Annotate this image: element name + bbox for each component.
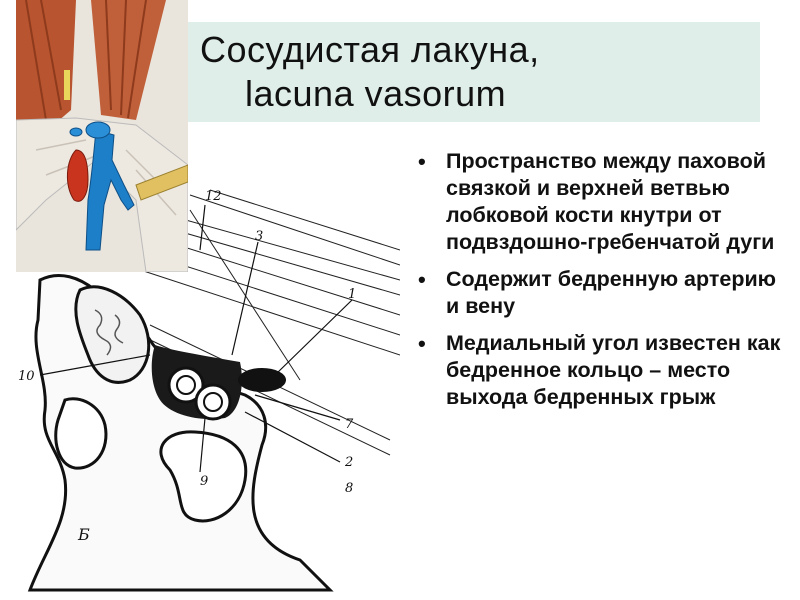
- femoral-artery: [67, 150, 88, 201]
- bullet-text: Пространство между паховой связкой и верхней ветвью лобковой кости кнутри от подвздошно-гребенчатой дуги: [446, 149, 775, 254]
- slide-title: Сосудистая лакуна,: [200, 29, 540, 70]
- bullet-icon: •: [418, 267, 426, 292]
- label-3: 3: [255, 229, 264, 244]
- label-9: 9: [200, 474, 209, 489]
- bullet-text: Содержит бедренную артерию и вену: [446, 267, 777, 318]
- label-12: 12: [205, 189, 222, 204]
- label-2: 2: [345, 455, 354, 470]
- bullet-text: Медиальный угол известен как бедренное кольцо – место выхода бедренных грыж: [446, 331, 781, 409]
- label-10: 10: [18, 369, 35, 384]
- bullet-icon: •: [418, 331, 426, 356]
- label-8: 8: [345, 481, 354, 496]
- bullet-item: [412, 148, 782, 256]
- label-7: 7: [345, 417, 354, 432]
- anatomy-color-illustration: [16, 0, 188, 272]
- label-1: 1: [348, 287, 357, 302]
- slide-subtitle-latin: lacuna vasorum: [245, 73, 507, 114]
- femoral-vein-section: [196, 385, 230, 419]
- pubic-bone-outline: [56, 399, 106, 468]
- bullet-icon: •: [418, 149, 426, 174]
- bullet-item: [412, 330, 782, 411]
- bullet-list: [412, 148, 782, 421]
- bullet-item: [412, 266, 782, 320]
- title-box: [186, 22, 760, 122]
- figure-letter: Б: [78, 525, 90, 544]
